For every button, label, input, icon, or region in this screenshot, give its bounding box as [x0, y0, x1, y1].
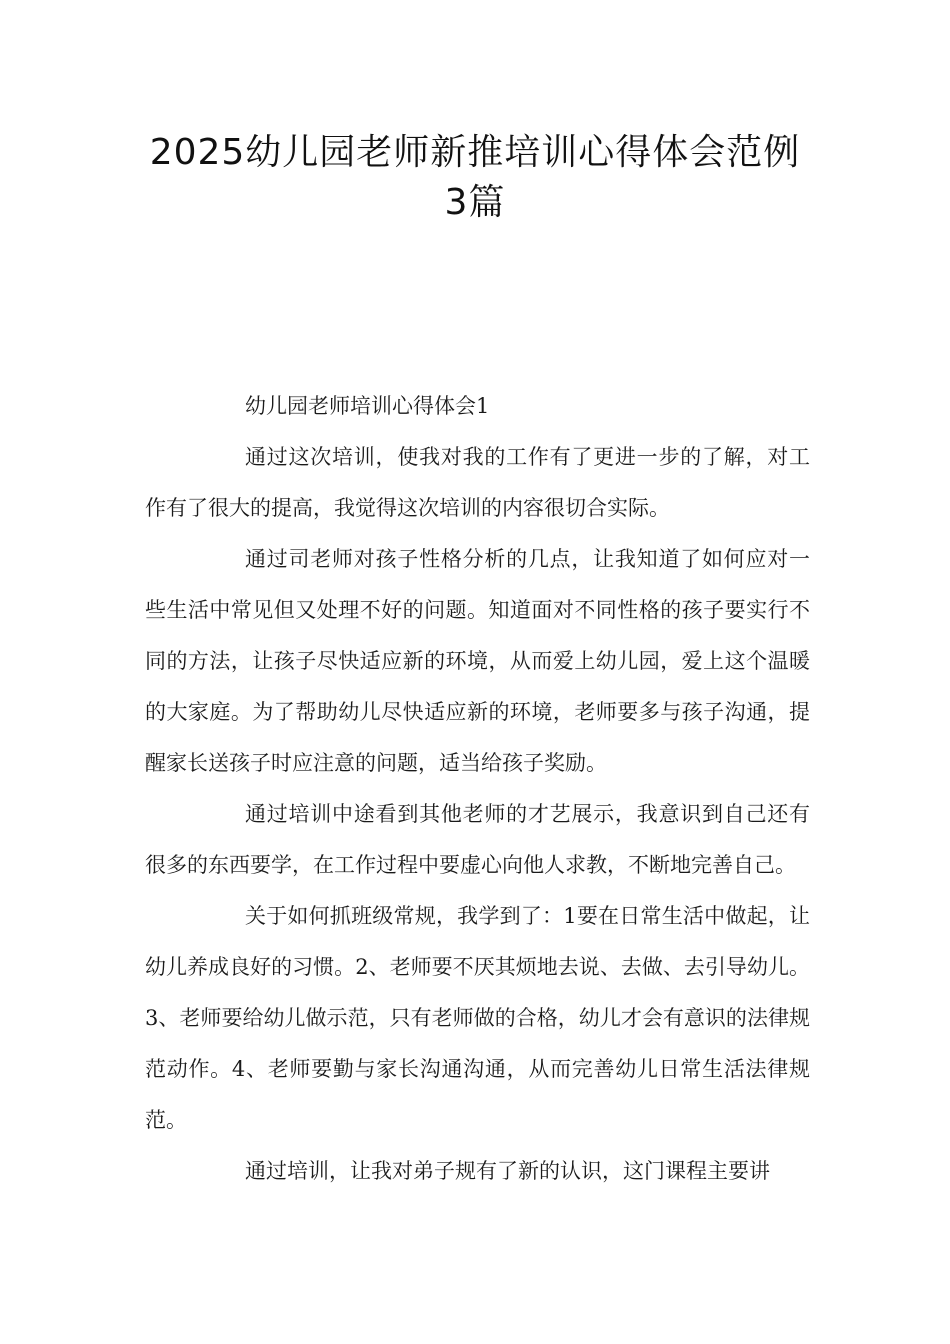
paragraph: 通过培训中途看到其他老师的才艺展示，我意识到自己还有很多的东西要学，在工作过程中要虚心向他人求教，不断地完善自己。: [145, 802, 810, 877]
document-body: [145, 381, 810, 1197]
paragraph: 通过这次培训，使我对我的工作有了更进一步的了解，对工作有了很大的提高，我觉得这次培训的内容很切合实际。: [145, 445, 810, 520]
paragraph: 通过培训，让我对弟子规有了新的认识，这门课程主要讲: [245, 1159, 770, 1183]
document-title: [120, 128, 830, 228]
title-line-2: 3篇: [444, 182, 506, 223]
title-line-1: 2025幼儿园老师新推培训心得体会范例: [149, 132, 801, 173]
paragraph: 通过司老师对孩子性格分析的几点，让我知道了如何应对一些生活中常见但又处理不好的问题。知道面对不同性格的孩子要实行不同的方法，让孩子尽快适应新的环境，从而爱上幼儿园，爱上这个温暖的大家庭。为了帮助幼儿尽快适应新的环境，老师要多与孩子沟通，提醒家长送孩子时应注意的问题，适当给孩子奖励。: [145, 547, 810, 775]
section-heading: 幼儿园老师培训心得体会1: [245, 394, 490, 418]
paragraph: 关于如何抓班级常规，我学到了：1要在日常生活中做起，让幼儿养成良好的习惯。2、老师要不厌其烦地去说、去做、去引导幼儿。3、老师要给幼儿做示范，只有老师做的合格，幼儿才会有意识的法律规范动作。4、老师要勤与家长沟通沟通，从而完善幼儿日常生活法律规范。: [145, 904, 810, 1132]
